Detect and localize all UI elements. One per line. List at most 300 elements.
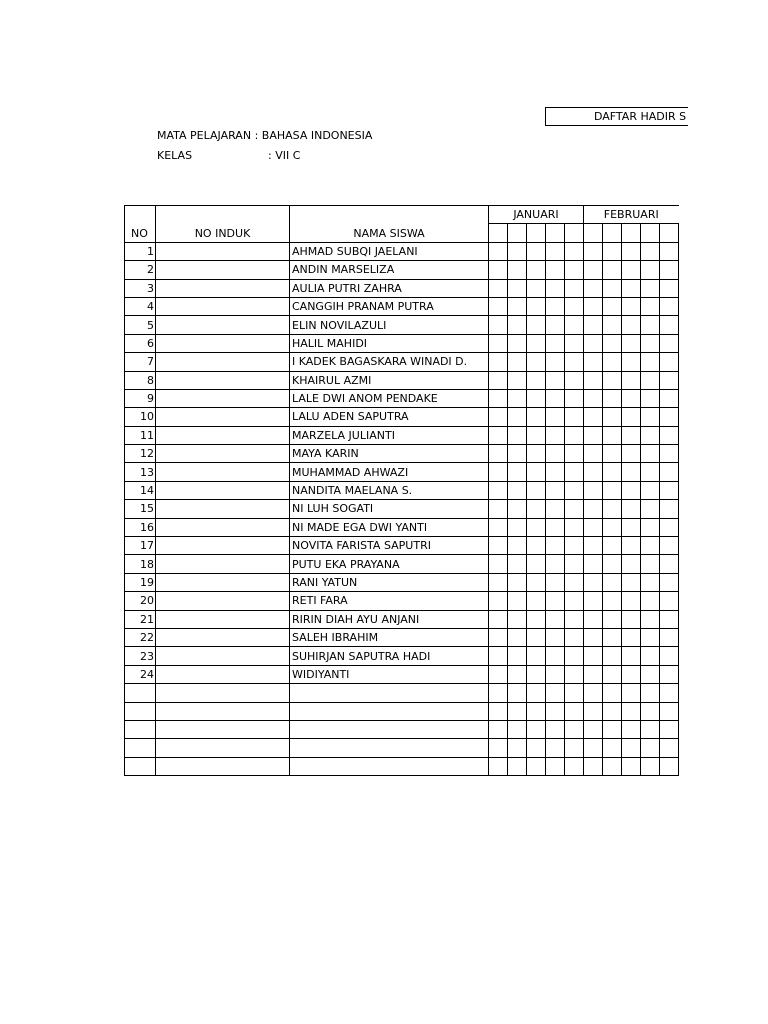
attendance-cell[interactable]: [527, 720, 546, 738]
attendance-cell[interactable]: [527, 389, 546, 407]
attendance-cell[interactable]: [489, 537, 508, 555]
attendance-cell[interactable]: [508, 242, 527, 260]
attendance-cell[interactable]: [527, 757, 546, 775]
attendance-cell[interactable]: [584, 316, 603, 334]
attendance-cell[interactable]: [622, 573, 641, 591]
attendance-cell[interactable]: [622, 702, 641, 720]
attendance-cell[interactable]: [527, 353, 546, 371]
attendance-cell[interactable]: [584, 261, 603, 279]
attendance-cell[interactable]: [622, 353, 641, 371]
attendance-cell[interactable]: [622, 518, 641, 536]
attendance-cell[interactable]: [641, 518, 660, 536]
attendance-cell[interactable]: [660, 316, 679, 334]
student-no-induk[interactable]: [156, 408, 290, 426]
student-no-induk[interactable]: [156, 261, 290, 279]
attendance-cell[interactable]: [641, 353, 660, 371]
attendance-cell[interactable]: [622, 426, 641, 444]
attendance-cell[interactable]: [603, 573, 622, 591]
attendance-cell[interactable]: [489, 500, 508, 518]
attendance-cell[interactable]: [546, 426, 565, 444]
attendance-cell[interactable]: [565, 408, 584, 426]
attendance-cell[interactable]: [527, 665, 546, 683]
attendance-cell[interactable]: [641, 279, 660, 297]
attendance-cell[interactable]: [584, 684, 603, 702]
attendance-cell[interactable]: [546, 297, 565, 315]
attendance-cell[interactable]: [527, 555, 546, 573]
attendance-cell[interactable]: [565, 279, 584, 297]
student-no-induk[interactable]: [156, 647, 290, 665]
student-number[interactable]: [125, 702, 156, 720]
day-cell[interactable]: [508, 224, 527, 242]
attendance-cell[interactable]: [584, 628, 603, 646]
student-no-induk[interactable]: [156, 757, 290, 775]
student-no-induk[interactable]: [156, 628, 290, 646]
attendance-cell[interactable]: [641, 500, 660, 518]
attendance-cell[interactable]: [546, 555, 565, 573]
attendance-cell[interactable]: [660, 684, 679, 702]
attendance-cell[interactable]: [660, 481, 679, 499]
attendance-cell[interactable]: [565, 684, 584, 702]
attendance-cell[interactable]: [641, 739, 660, 757]
attendance-cell[interactable]: [508, 481, 527, 499]
attendance-cell[interactable]: [660, 702, 679, 720]
attendance-cell[interactable]: [508, 500, 527, 518]
attendance-cell[interactable]: [508, 628, 527, 646]
attendance-cell[interactable]: [489, 242, 508, 260]
attendance-cell[interactable]: [660, 592, 679, 610]
attendance-cell[interactable]: [508, 279, 527, 297]
student-no-induk[interactable]: [156, 371, 290, 389]
day-cell[interactable]: [527, 224, 546, 242]
attendance-cell[interactable]: [546, 279, 565, 297]
attendance-cell[interactable]: [622, 592, 641, 610]
attendance-cell[interactable]: [603, 353, 622, 371]
attendance-cell[interactable]: [489, 408, 508, 426]
attendance-cell[interactable]: [622, 500, 641, 518]
attendance-cell[interactable]: [622, 334, 641, 352]
attendance-cell[interactable]: [641, 445, 660, 463]
attendance-cell[interactable]: [660, 518, 679, 536]
attendance-cell[interactable]: [565, 702, 584, 720]
attendance-cell[interactable]: [546, 500, 565, 518]
attendance-cell[interactable]: [641, 757, 660, 775]
attendance-cell[interactable]: [660, 261, 679, 279]
attendance-cell[interactable]: [565, 371, 584, 389]
attendance-cell[interactable]: [565, 610, 584, 628]
student-no-induk[interactable]: [156, 445, 290, 463]
attendance-cell[interactable]: [489, 684, 508, 702]
attendance-cell[interactable]: [565, 334, 584, 352]
attendance-cell[interactable]: [508, 702, 527, 720]
attendance-cell[interactable]: [603, 665, 622, 683]
attendance-cell[interactable]: [584, 445, 603, 463]
attendance-cell[interactable]: [584, 242, 603, 260]
attendance-cell[interactable]: [565, 518, 584, 536]
attendance-cell[interactable]: [622, 628, 641, 646]
attendance-cell[interactable]: [546, 518, 565, 536]
attendance-cell[interactable]: [660, 757, 679, 775]
attendance-cell[interactable]: [622, 389, 641, 407]
attendance-cell[interactable]: [660, 739, 679, 757]
attendance-cell[interactable]: [603, 426, 622, 444]
attendance-cell[interactable]: [489, 610, 508, 628]
attendance-cell[interactable]: [489, 518, 508, 536]
attendance-cell[interactable]: [584, 426, 603, 444]
attendance-cell[interactable]: [660, 610, 679, 628]
attendance-cell[interactable]: [489, 720, 508, 738]
attendance-cell[interactable]: [508, 684, 527, 702]
attendance-cell[interactable]: [660, 371, 679, 389]
attendance-cell[interactable]: [584, 371, 603, 389]
attendance-cell[interactable]: [641, 261, 660, 279]
attendance-cell[interactable]: [660, 628, 679, 646]
student-number[interactable]: [125, 684, 156, 702]
attendance-cell[interactable]: [603, 518, 622, 536]
attendance-cell[interactable]: [527, 463, 546, 481]
student-no-induk[interactable]: [156, 573, 290, 591]
attendance-cell[interactable]: [508, 555, 527, 573]
attendance-cell[interactable]: [546, 573, 565, 591]
attendance-cell[interactable]: [660, 537, 679, 555]
attendance-cell[interactable]: [546, 353, 565, 371]
attendance-cell[interactable]: [508, 720, 527, 738]
attendance-cell[interactable]: [565, 500, 584, 518]
attendance-cell[interactable]: [565, 389, 584, 407]
attendance-cell[interactable]: [660, 408, 679, 426]
attendance-cell[interactable]: [584, 353, 603, 371]
attendance-cell[interactable]: [584, 334, 603, 352]
attendance-cell[interactable]: [527, 518, 546, 536]
attendance-cell[interactable]: [584, 389, 603, 407]
student-no-induk[interactable]: [156, 426, 290, 444]
attendance-cell[interactable]: [622, 555, 641, 573]
attendance-cell[interactable]: [508, 389, 527, 407]
attendance-cell[interactable]: [584, 665, 603, 683]
attendance-cell[interactable]: [546, 242, 565, 260]
attendance-cell[interactable]: [660, 389, 679, 407]
day-cell[interactable]: [660, 224, 679, 242]
attendance-cell[interactable]: [508, 573, 527, 591]
attendance-cell[interactable]: [660, 647, 679, 665]
attendance-cell[interactable]: [641, 720, 660, 738]
attendance-cell[interactable]: [489, 389, 508, 407]
attendance-cell[interactable]: [603, 242, 622, 260]
attendance-cell[interactable]: [641, 573, 660, 591]
student-name[interactable]: [290, 684, 489, 702]
attendance-cell[interactable]: [527, 628, 546, 646]
student-no-induk[interactable]: [156, 353, 290, 371]
attendance-cell[interactable]: [565, 242, 584, 260]
attendance-cell[interactable]: [546, 739, 565, 757]
attendance-cell[interactable]: [603, 463, 622, 481]
attendance-cell[interactable]: [546, 334, 565, 352]
attendance-cell[interactable]: [508, 371, 527, 389]
attendance-cell[interactable]: [584, 481, 603, 499]
attendance-cell[interactable]: [584, 518, 603, 536]
attendance-cell[interactable]: [584, 610, 603, 628]
attendance-cell[interactable]: [527, 279, 546, 297]
attendance-cell[interactable]: [489, 261, 508, 279]
attendance-cell[interactable]: [641, 555, 660, 573]
student-no-induk[interactable]: [156, 739, 290, 757]
student-no-induk[interactable]: [156, 537, 290, 555]
attendance-cell[interactable]: [489, 426, 508, 444]
attendance-cell[interactable]: [565, 555, 584, 573]
attendance-cell[interactable]: [489, 592, 508, 610]
day-cell[interactable]: [546, 224, 565, 242]
attendance-cell[interactable]: [641, 628, 660, 646]
attendance-cell[interactable]: [527, 592, 546, 610]
attendance-cell[interactable]: [508, 592, 527, 610]
attendance-cell[interactable]: [565, 426, 584, 444]
attendance-cell[interactable]: [603, 445, 622, 463]
attendance-cell[interactable]: [660, 297, 679, 315]
attendance-cell[interactable]: [527, 739, 546, 757]
attendance-cell[interactable]: [622, 316, 641, 334]
attendance-cell[interactable]: [603, 702, 622, 720]
attendance-cell[interactable]: [527, 371, 546, 389]
attendance-cell[interactable]: [622, 757, 641, 775]
attendance-cell[interactable]: [641, 537, 660, 555]
attendance-cell[interactable]: [527, 481, 546, 499]
attendance-cell[interactable]: [641, 316, 660, 334]
attendance-cell[interactable]: [622, 463, 641, 481]
attendance-cell[interactable]: [603, 481, 622, 499]
attendance-cell[interactable]: [546, 757, 565, 775]
attendance-cell[interactable]: [508, 297, 527, 315]
attendance-cell[interactable]: [489, 757, 508, 775]
attendance-cell[interactable]: [527, 316, 546, 334]
attendance-cell[interactable]: [546, 408, 565, 426]
attendance-cell[interactable]: [489, 647, 508, 665]
attendance-cell[interactable]: [622, 408, 641, 426]
attendance-cell[interactable]: [527, 426, 546, 444]
attendance-cell[interactable]: [660, 242, 679, 260]
student-name[interactable]: [290, 739, 489, 757]
student-no-induk[interactable]: [156, 500, 290, 518]
attendance-cell[interactable]: [527, 647, 546, 665]
attendance-cell[interactable]: [622, 720, 641, 738]
attendance-cell[interactable]: [622, 297, 641, 315]
attendance-cell[interactable]: [622, 445, 641, 463]
attendance-cell[interactable]: [527, 500, 546, 518]
attendance-cell[interactable]: [641, 647, 660, 665]
day-cell[interactable]: [603, 224, 622, 242]
day-cell[interactable]: [622, 224, 641, 242]
attendance-cell[interactable]: [508, 426, 527, 444]
attendance-cell[interactable]: [641, 481, 660, 499]
attendance-cell[interactable]: [622, 739, 641, 757]
attendance-cell[interactable]: [622, 279, 641, 297]
student-number[interactable]: [125, 739, 156, 757]
student-no-induk[interactable]: [156, 463, 290, 481]
attendance-cell[interactable]: [622, 537, 641, 555]
attendance-cell[interactable]: [489, 334, 508, 352]
attendance-cell[interactable]: [565, 481, 584, 499]
attendance-cell[interactable]: [527, 445, 546, 463]
attendance-cell[interactable]: [660, 720, 679, 738]
attendance-cell[interactable]: [660, 555, 679, 573]
attendance-cell[interactable]: [508, 665, 527, 683]
attendance-cell[interactable]: [508, 757, 527, 775]
day-cell[interactable]: [584, 224, 603, 242]
attendance-cell[interactable]: [660, 334, 679, 352]
student-no-induk[interactable]: [156, 334, 290, 352]
attendance-cell[interactable]: [622, 261, 641, 279]
attendance-cell[interactable]: [565, 353, 584, 371]
attendance-cell[interactable]: [546, 481, 565, 499]
attendance-cell[interactable]: [565, 316, 584, 334]
attendance-cell[interactable]: [508, 647, 527, 665]
attendance-cell[interactable]: [489, 628, 508, 646]
attendance-cell[interactable]: [508, 463, 527, 481]
student-name[interactable]: [290, 720, 489, 738]
attendance-cell[interactable]: [527, 261, 546, 279]
attendance-cell[interactable]: [603, 408, 622, 426]
attendance-cell[interactable]: [546, 389, 565, 407]
attendance-cell[interactable]: [622, 665, 641, 683]
student-no-induk[interactable]: [156, 702, 290, 720]
attendance-cell[interactable]: [584, 537, 603, 555]
attendance-cell[interactable]: [603, 555, 622, 573]
student-name[interactable]: [290, 757, 489, 775]
attendance-cell[interactable]: [584, 720, 603, 738]
attendance-cell[interactable]: [565, 261, 584, 279]
attendance-cell[interactable]: [546, 647, 565, 665]
attendance-cell[interactable]: [603, 647, 622, 665]
attendance-cell[interactable]: [508, 334, 527, 352]
attendance-cell[interactable]: [565, 297, 584, 315]
attendance-cell[interactable]: [565, 573, 584, 591]
attendance-cell[interactable]: [660, 279, 679, 297]
attendance-cell[interactable]: [584, 555, 603, 573]
attendance-cell[interactable]: [641, 684, 660, 702]
attendance-cell[interactable]: [641, 610, 660, 628]
attendance-cell[interactable]: [546, 537, 565, 555]
attendance-cell[interactable]: [622, 684, 641, 702]
attendance-cell[interactable]: [603, 537, 622, 555]
attendance-cell[interactable]: [527, 297, 546, 315]
attendance-cell[interactable]: [584, 702, 603, 720]
student-no-induk[interactable]: [156, 684, 290, 702]
attendance-cell[interactable]: [546, 720, 565, 738]
attendance-cell[interactable]: [565, 720, 584, 738]
attendance-cell[interactable]: [584, 408, 603, 426]
attendance-cell[interactable]: [660, 573, 679, 591]
attendance-cell[interactable]: [584, 297, 603, 315]
student-number[interactable]: [125, 757, 156, 775]
attendance-cell[interactable]: [527, 242, 546, 260]
attendance-cell[interactable]: [565, 647, 584, 665]
attendance-cell[interactable]: [546, 665, 565, 683]
student-no-induk[interactable]: [156, 279, 290, 297]
attendance-cell[interactable]: [546, 702, 565, 720]
attendance-cell[interactable]: [489, 573, 508, 591]
attendance-cell[interactable]: [527, 537, 546, 555]
attendance-cell[interactable]: [489, 702, 508, 720]
attendance-cell[interactable]: [489, 463, 508, 481]
student-no-induk[interactable]: [156, 297, 290, 315]
attendance-cell[interactable]: [641, 702, 660, 720]
student-no-induk[interactable]: [156, 518, 290, 536]
attendance-cell[interactable]: [546, 371, 565, 389]
student-no-induk[interactable]: [156, 592, 290, 610]
attendance-cell[interactable]: [641, 297, 660, 315]
attendance-cell[interactable]: [603, 628, 622, 646]
attendance-cell[interactable]: [641, 389, 660, 407]
attendance-cell[interactable]: [565, 665, 584, 683]
attendance-cell[interactable]: [660, 463, 679, 481]
attendance-cell[interactable]: [508, 408, 527, 426]
attendance-cell[interactable]: [584, 592, 603, 610]
attendance-cell[interactable]: [489, 665, 508, 683]
attendance-cell[interactable]: [508, 739, 527, 757]
attendance-cell[interactable]: [489, 445, 508, 463]
attendance-cell[interactable]: [622, 610, 641, 628]
attendance-cell[interactable]: [565, 445, 584, 463]
attendance-cell[interactable]: [641, 371, 660, 389]
attendance-cell[interactable]: [584, 279, 603, 297]
attendance-cell[interactable]: [565, 537, 584, 555]
student-number[interactable]: [125, 720, 156, 738]
student-no-induk[interactable]: [156, 389, 290, 407]
student-no-induk[interactable]: [156, 665, 290, 683]
attendance-cell[interactable]: [622, 481, 641, 499]
attendance-cell[interactable]: [527, 408, 546, 426]
attendance-cell[interactable]: [622, 242, 641, 260]
attendance-cell[interactable]: [489, 739, 508, 757]
attendance-cell[interactable]: [660, 665, 679, 683]
attendance-cell[interactable]: [527, 573, 546, 591]
attendance-cell[interactable]: [546, 684, 565, 702]
attendance-cell[interactable]: [546, 316, 565, 334]
attendance-cell[interactable]: [489, 316, 508, 334]
attendance-cell[interactable]: [584, 500, 603, 518]
attendance-cell[interactable]: [508, 316, 527, 334]
attendance-cell[interactable]: [546, 610, 565, 628]
attendance-cell[interactable]: [565, 463, 584, 481]
attendance-cell[interactable]: [603, 757, 622, 775]
attendance-cell[interactable]: [641, 665, 660, 683]
attendance-cell[interactable]: [641, 242, 660, 260]
student-name[interactable]: [290, 702, 489, 720]
attendance-cell[interactable]: [641, 334, 660, 352]
student-no-induk[interactable]: [156, 610, 290, 628]
attendance-cell[interactable]: [489, 297, 508, 315]
student-no-induk[interactable]: [156, 555, 290, 573]
attendance-cell[interactable]: [584, 463, 603, 481]
attendance-cell[interactable]: [660, 353, 679, 371]
attendance-cell[interactable]: [660, 445, 679, 463]
attendance-cell[interactable]: [603, 334, 622, 352]
attendance-cell[interactable]: [603, 279, 622, 297]
attendance-cell[interactable]: [660, 426, 679, 444]
day-cell[interactable]: [565, 224, 584, 242]
attendance-cell[interactable]: [622, 371, 641, 389]
attendance-cell[interactable]: [508, 445, 527, 463]
attendance-cell[interactable]: [565, 628, 584, 646]
attendance-cell[interactable]: [603, 316, 622, 334]
attendance-cell[interactable]: [546, 445, 565, 463]
attendance-cell[interactable]: [546, 261, 565, 279]
attendance-cell[interactable]: [622, 647, 641, 665]
attendance-cell[interactable]: [546, 463, 565, 481]
student-no-induk[interactable]: [156, 316, 290, 334]
student-no-induk[interactable]: [156, 242, 290, 260]
attendance-cell[interactable]: [603, 500, 622, 518]
attendance-cell[interactable]: [603, 261, 622, 279]
attendance-cell[interactable]: [546, 628, 565, 646]
